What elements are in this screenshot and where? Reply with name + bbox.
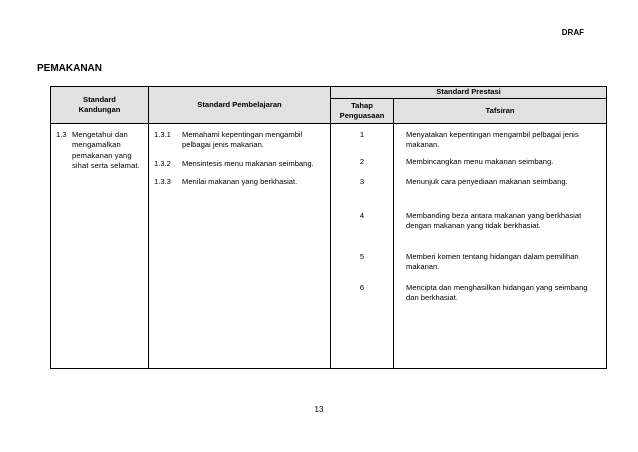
tafsiran-text: Mencipta dan menghasilkan hidangan yang seimbang dan berkhasiat.: [406, 283, 588, 303]
kandungan-number: 1.3: [56, 130, 67, 139]
header-tahap-penguasaan: Tahap Penguasaan: [331, 99, 394, 124]
section-title: PEMAKANAN: [37, 63, 102, 74]
tahap-level: 2: [359, 157, 365, 166]
page-number: 13: [314, 405, 324, 414]
tahap-level: 4: [359, 211, 365, 220]
tafsiran-cell: [394, 124, 607, 369]
tahap-penguasaan-cell: [331, 124, 394, 369]
header-standard-prestasi: Standard Prestasi: [331, 87, 607, 99]
tahap-level: 5: [359, 252, 365, 261]
tahap-level: 3: [359, 177, 365, 186]
tafsiran-text: Membincangkan menu makanan seimbang.: [406, 157, 554, 166]
standard-pembelajaran-cell: [149, 124, 331, 369]
tafsiran-text: Menunjuk cara penyediaan makanan seimbang.: [406, 177, 568, 186]
pembelajaran-item: 1.3.3 Menilai makanan yang berkhasiat.: [154, 176, 298, 186]
draft-label: DRAF: [561, 28, 584, 37]
standard-kandungan-cell: [51, 124, 149, 369]
tafsiran-text: Memberi komen tentang hidangan dalam pemilihan makanan.: [406, 252, 579, 272]
tafsiran-text: Menyatakan kepentingan mengambil pelbagai jenis makanan.: [406, 130, 579, 150]
tahap-level: 6: [359, 283, 365, 292]
header-standard-kandungan: Standard Kandungan: [51, 87, 149, 124]
pembelajaran-item: 1.3.2 Mensintesis menu makanan seimbang.: [154, 158, 314, 168]
curriculum-table: [50, 86, 607, 369]
header-tafsiran: Tafsiran: [394, 99, 607, 124]
kandungan-text: Mengetahui dan mengamalkan pemakanan yang sihat serta selamat.: [72, 130, 140, 170]
header-standard-pembelajaran: Standard Pembelajaran: [149, 87, 331, 124]
tahap-level: 1: [359, 130, 365, 139]
pembelajaran-item: 1.3.1 Memahami kepentingan mengambil pelbagai jenis makanan.: [154, 130, 303, 150]
tafsiran-text: Membanding beza antara makanan yang berkhasiat dengan makanan yang tidak berkhasiat.: [406, 211, 582, 231]
